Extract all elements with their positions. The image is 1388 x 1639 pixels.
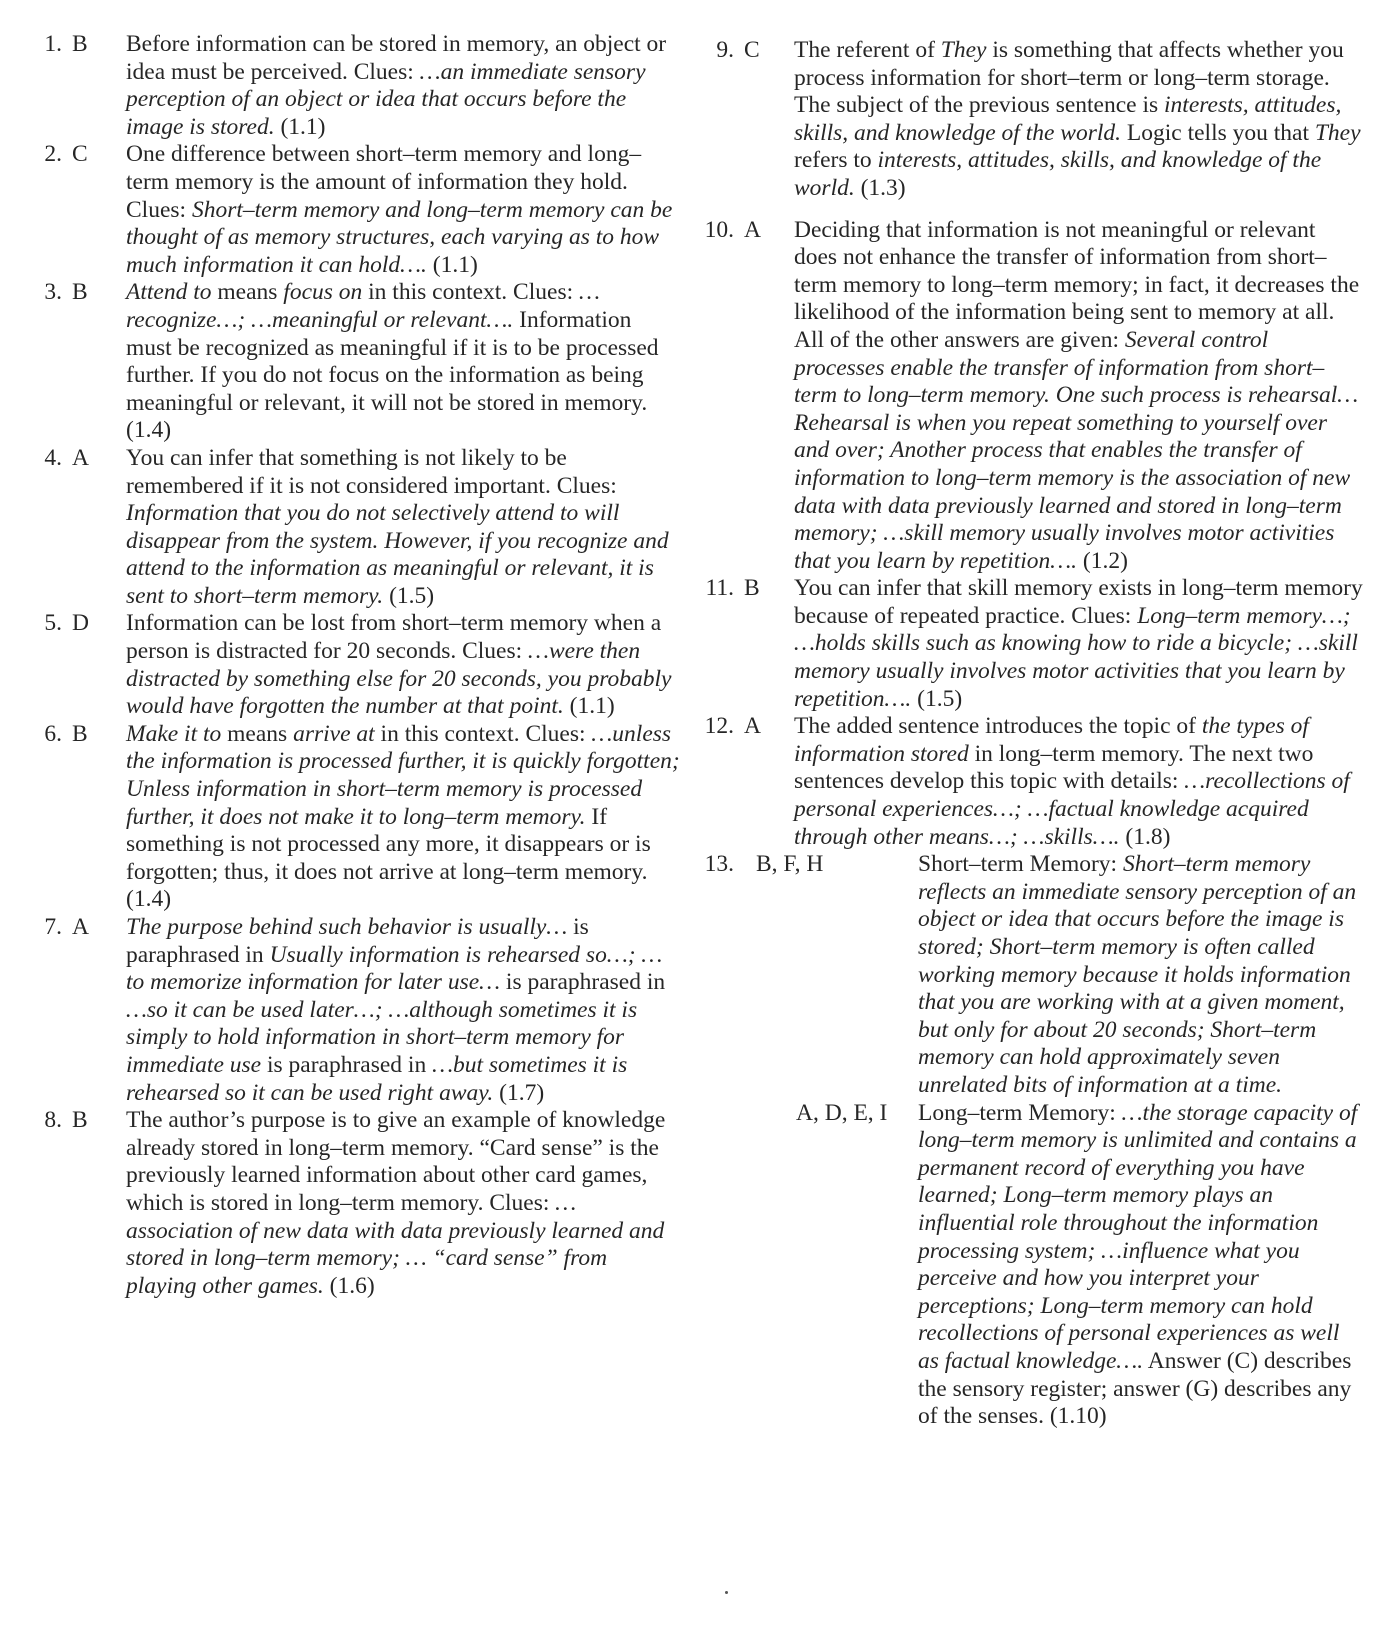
text: (1.7) xyxy=(493,1079,545,1106)
answer-explanation xyxy=(794,575,1363,713)
italic-text: Several control processes enable the transfer of information from short–term to long–term memory. One such process is rehearsal… Rehearsal is when you repeat something to yourself over and over; Another process that enables the transfer of information to long–term memory is the association of new data with data previously learned and stored in long–term memory; …skill memory usually involves motor activities that you learn by repetition…. xyxy=(794,326,1359,574)
answer-item xyxy=(40,1107,680,1300)
answer-number: 5. xyxy=(44,610,62,637)
text: is paraphrased in xyxy=(500,969,666,996)
answer-number: 1. xyxy=(44,31,62,57)
answer-item xyxy=(40,445,680,611)
italic-text: Short–term memory and long–term memory can be thought of as memory structures, each varying as to how much information it can hold…. xyxy=(126,196,673,278)
answer-13-long-term xyxy=(744,1100,1363,1431)
text: Answer (C) describes the sensory register; answer (G) describes any of the senses. (1.10) xyxy=(918,1347,1352,1430)
answer-item xyxy=(703,713,1363,851)
text: Before information can be stored in memory, an object or idea must be perceived. Clues: xyxy=(126,31,667,85)
text: Information can be lost from short–term memory when a person is distracted for 20 seconds. Clues: xyxy=(126,610,662,665)
text: means xyxy=(221,720,294,747)
answer-explanation xyxy=(126,721,680,914)
italic-text: The purpose behind such behavior is usually… xyxy=(126,914,568,940)
answer-letter: B xyxy=(72,279,88,306)
answer-letter: B xyxy=(72,1107,88,1134)
answer-explanation xyxy=(126,445,680,611)
answer-letter: B xyxy=(72,720,88,747)
text: (1.1) xyxy=(274,113,326,140)
answer-number: 10. xyxy=(704,216,734,243)
answer-letter: A xyxy=(744,216,761,243)
text: You can infer that skill memory exists in long–term memory because of repeated practice. Clues: xyxy=(794,575,1363,629)
italic-text: …an immediate sensory perception of an object or idea that occurs before the image is stored. xyxy=(126,58,646,140)
answer-item xyxy=(703,37,1363,203)
answer-letter: C xyxy=(72,141,88,168)
answer-letter: A xyxy=(72,444,89,471)
italic-text: …the storage capacity of long–term memory is unlimited and contains a permanent record of everything you have learned; Long–term memory plays an influential role throughout the information processing system; …influence what you perceive and how you interpret your perceptions; Long–term memory can hold recollections of personal experiences as well as factual knowledge…. xyxy=(918,1099,1358,1374)
italic-text: They xyxy=(940,37,987,63)
italic-text: …recollections of personal experiences…; …factual knowledge acquired through other means…; …skills…. xyxy=(794,768,1350,850)
answer-item xyxy=(703,575,1363,713)
text: (1.8) xyxy=(1119,823,1171,850)
answer-explanation xyxy=(918,851,1363,1099)
text: (1.1) xyxy=(563,693,615,720)
italic-text: …unless the information is processed further, it is quickly forgotten; Unless information in short–term memory is processed further, it does not make it to long–term memory. xyxy=(126,720,680,830)
text: means xyxy=(211,279,284,306)
italic-text: …but sometimes it is rehearsed so it can be used right away. xyxy=(126,1051,628,1106)
answer-column-right xyxy=(703,37,1363,1431)
text: in this context. Clues: xyxy=(362,279,579,306)
answer-explanation xyxy=(126,279,680,445)
answer-explanation xyxy=(126,914,680,1107)
text: You can infer that something is not likely to be remembered if it is not considered important. Clues: xyxy=(126,444,617,499)
text: (1.3) xyxy=(854,174,906,201)
italic-text: focus on xyxy=(283,279,363,306)
text: The referent of xyxy=(794,37,941,63)
answer-number: 6. xyxy=(44,720,62,747)
italic-text: Short–term memory reflects an immediate sensory perception of an object or idea that occurs before the image is stored; Short–term memory is often called working memory because it holds information that you are working with at a given moment, but only for about 20 seconds; Short–term memory can hold approximately seven unrelated bits of information at a time. xyxy=(918,851,1357,1098)
text: One difference between short–term memory and long–term memory is the amount of information they hold. Clues: xyxy=(126,141,642,223)
italic-text: arrive at xyxy=(293,720,375,747)
answer-letter: A xyxy=(72,914,89,940)
answer-number: 13. xyxy=(704,851,734,878)
answer-item xyxy=(40,721,680,914)
answer-letter: C xyxy=(744,37,760,63)
text: If something is not processed any more, it disappears or is forgotten; thus, it does not arrive at long–term memory. (1.4) xyxy=(126,803,651,913)
answer-explanation xyxy=(126,31,680,141)
italic-text: …association of new data with data previously learned and stored in long–term memory; … “card sense” from playing other games. xyxy=(126,1189,665,1299)
text: Logic tells you that xyxy=(1121,119,1315,146)
answer-letters: B, F, H xyxy=(756,851,824,878)
answer-item xyxy=(40,914,680,1107)
right-items xyxy=(703,37,1363,851)
text: is something that affects whether you process information for short–term or long–term storage. The subject of the previous sentence is xyxy=(794,37,1344,119)
italic-text: Usually information is rehearsed so…; …to memorize information for later use… xyxy=(126,941,663,996)
answer-number: 7. xyxy=(44,914,62,940)
text: in this context. Clues: xyxy=(374,720,592,747)
answer-explanation xyxy=(794,217,1363,576)
answer-item-13 xyxy=(703,851,1363,1430)
italic-text: …recognize…; …meaningful or relevant…. xyxy=(126,279,600,333)
answer-13-groups xyxy=(734,851,1363,1430)
text: Deciding that information is not meaningful or relevant does not enhance the transfer of information from short–term memory to long–term memory; in fact, it decreases the likelihood of the information being sent to memory at all. All of the other answers are given: xyxy=(794,216,1360,353)
italic-text: Attend to xyxy=(126,279,212,306)
text: in long–term memory. The next two sentences develop this topic with details: xyxy=(794,740,1314,795)
answer-number: 8. xyxy=(44,1107,62,1134)
answer-letter: D xyxy=(72,610,89,637)
text: The author’s purpose is to give an example of knowledge already stored in long–term memory. “Card sense” is the previously learned information about other card games, which is stored in long–term memory. Clues: xyxy=(126,1107,666,1216)
answer-13-short-term xyxy=(744,851,1363,1099)
answer-explanation xyxy=(126,141,680,279)
answer-letter: B xyxy=(744,575,760,602)
answer-letter: A xyxy=(744,713,761,740)
text: (1.5) xyxy=(383,582,435,609)
answer-letter: B xyxy=(72,31,88,57)
text: (1.5) xyxy=(911,685,963,712)
answer-number: 3. xyxy=(44,279,62,306)
answer-number: 12. xyxy=(704,713,734,740)
page-speck xyxy=(725,1591,728,1594)
answer-number: 11. xyxy=(705,575,734,602)
italic-text: …so it can be used later…; …although sometimes it is simply to hold information in short–term memory for immediate use xyxy=(126,996,638,1078)
answer-explanation xyxy=(794,37,1363,203)
italic-text: They xyxy=(1314,119,1361,146)
answer-number: 4. xyxy=(44,444,62,471)
answer-number: 2. xyxy=(44,141,62,168)
text: Information must be recognized as meaningful if it is to be processed further. If you do not focus on the information as being meaningful or relevant, it will not be stored in memory. (1.4) xyxy=(126,306,659,444)
text: (1.6) xyxy=(323,1272,375,1299)
italic-text: …were then distracted by something else for 20 seconds, you probably would have forgotten the number at that point. xyxy=(126,638,672,720)
answer-explanation xyxy=(918,1100,1363,1431)
answer-item xyxy=(40,610,680,720)
answer-explanation xyxy=(126,1107,680,1300)
italic-text: Information that you do not selectively attend to will disappear from the system. However, if you recognize and attend to the information as meaningful or relevant, it is sent to short–term memory. xyxy=(126,500,669,609)
answer-item xyxy=(40,279,680,445)
answer-item xyxy=(703,217,1363,576)
text: (1.2) xyxy=(1077,547,1128,574)
italic-text: interests, attitudes, skills, and knowledge of the world. xyxy=(794,147,1322,201)
italic-text: interests, attitudes, skills, and knowledge of the world. xyxy=(794,92,1342,146)
answer-item xyxy=(40,141,680,279)
text: refers to xyxy=(794,147,878,174)
answer-column-left xyxy=(40,31,680,1300)
text: Long–term Memory: xyxy=(918,1099,1122,1126)
answer-explanation xyxy=(794,713,1363,851)
text: Short–term Memory: xyxy=(918,851,1123,878)
answer-letters: A, D, E, I xyxy=(796,1099,888,1126)
text: is paraphrased in xyxy=(126,914,589,968)
text: The added sentence introduces the topic of xyxy=(794,713,1202,740)
text: is paraphrased in xyxy=(261,1051,433,1078)
italic-text: Make it to xyxy=(126,720,222,747)
text: (1.1) xyxy=(426,251,478,278)
answer-number: 9. xyxy=(716,37,734,63)
italic-text: the types of information stored xyxy=(794,713,1309,767)
answer-item xyxy=(40,31,680,141)
answer-explanation xyxy=(126,610,680,720)
italic-text: Long–term memory…; …holds skills such as knowing how to ride a bicycle; …skill memory usually involves motor activities that you learn by repetition…. xyxy=(794,602,1358,712)
